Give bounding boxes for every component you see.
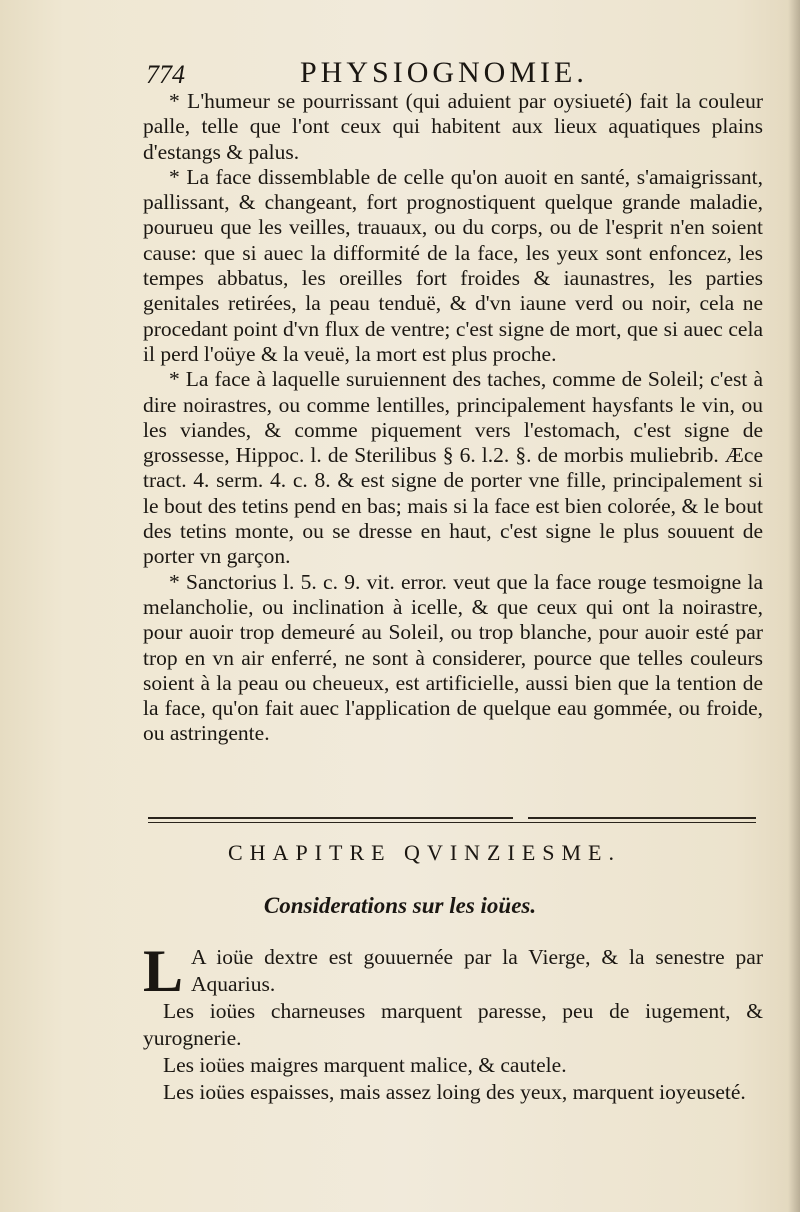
paragraph: Les ioües espaisses, mais assez loing des yeux, marquent ioyeuseté. [163, 1080, 746, 1104]
chapter-first-paragraph [143, 938, 763, 1004]
chapter-heading: CHAPITRE QVINZIESME. [228, 840, 621, 865]
main-text [143, 89, 763, 747]
paragraph: * La face dissemblable de celle qu'on auoit en santé, s'amaigrissant, pallissant, & changeant, fort prognostiquent quelque grande maladie, pourueu que les veilles, trauaux, ou du corps, ou de l'esprit n'en soient cause: que si auec la difformité de la face, les yeux sont enfoncez, les tempes abbatus, les oreilles fort froides & iaunastres, les parties genitales retirées, la peau tenduë, & d'vn iaune verd ou noir, cela ne procedant point d'vn flux de ventre; c'est signe de mort, que si auec cela il perd l'oüye & la veuë, la mort est plus proche. [143, 164, 763, 366]
paragraph: Les ioües charneuses marquent paresse, peu de iugement, & yurognerie. [143, 999, 763, 1050]
chapter-subtitle: Considerations sur les ioües. [263, 893, 537, 918]
page-edge-shadow [788, 0, 800, 1212]
running-title: PHYSIOGNOMIE. [300, 56, 588, 89]
divider-line [148, 817, 513, 819]
drop-capital: L [143, 938, 184, 1004]
first-paragraph-text: A ioüe dextre est gouuernée par la Vierge, & la senestre par Aquarius. [191, 945, 763, 996]
paragraph: * Sanctorius l. 5. c. 9. vit. error. veut que la face rouge tesmoigne la melancholie, ou inclination à icelle, & que ceux qui ont la noirastre, pour auoir trop demeuré au Soleil, ou trop blanche, pour auoir esté par trop en vn air enferré, ne sont à considerer, pource que telles couleurs soient à la peau ou cheueux, est artificielle, aussi bien que la tention de la face, qu'on fait auec l'application de quelque eau gommée, ou froide, ou astringente. [143, 569, 763, 746]
chapter-text [143, 938, 763, 1106]
section-divider [148, 815, 756, 825]
divider-line [148, 822, 756, 823]
paragraph: * L'humeur se pourrissant (qui aduient par oysiueté) fait la couleur palle, telle que l'ont ceux qui habitent aux lieux aquatiques plains d'estangs & palus. [143, 89, 763, 164]
paragraph: Les ioües maigres marquent malice, & cautele. [163, 1053, 567, 1077]
divider-line [528, 817, 756, 819]
page-header [140, 52, 660, 92]
paragraph: * La face à laquelle suruiennent des taches, comme de Soleil; c'est à dire noirastres, ou comme lentilles, principalement haysfants le vin, ou les viandes, & comme piquement vers l'estomach, c'est signe de grossesse, Hippoc. l. de Sterilibus § 6. l.2. §. de morbis muliebrib. Æce tract. 4. serm. 4. c. 8. & est signe de porter vne fille, principalement si le bout des tetins pend en bas; mais si la face est bien colorée, & le bout des tetins monte, ou se dresse en haut, c'est signe le plus souuent de porter vn garçon. [143, 367, 763, 569]
page-number: 774 [146, 60, 185, 89]
